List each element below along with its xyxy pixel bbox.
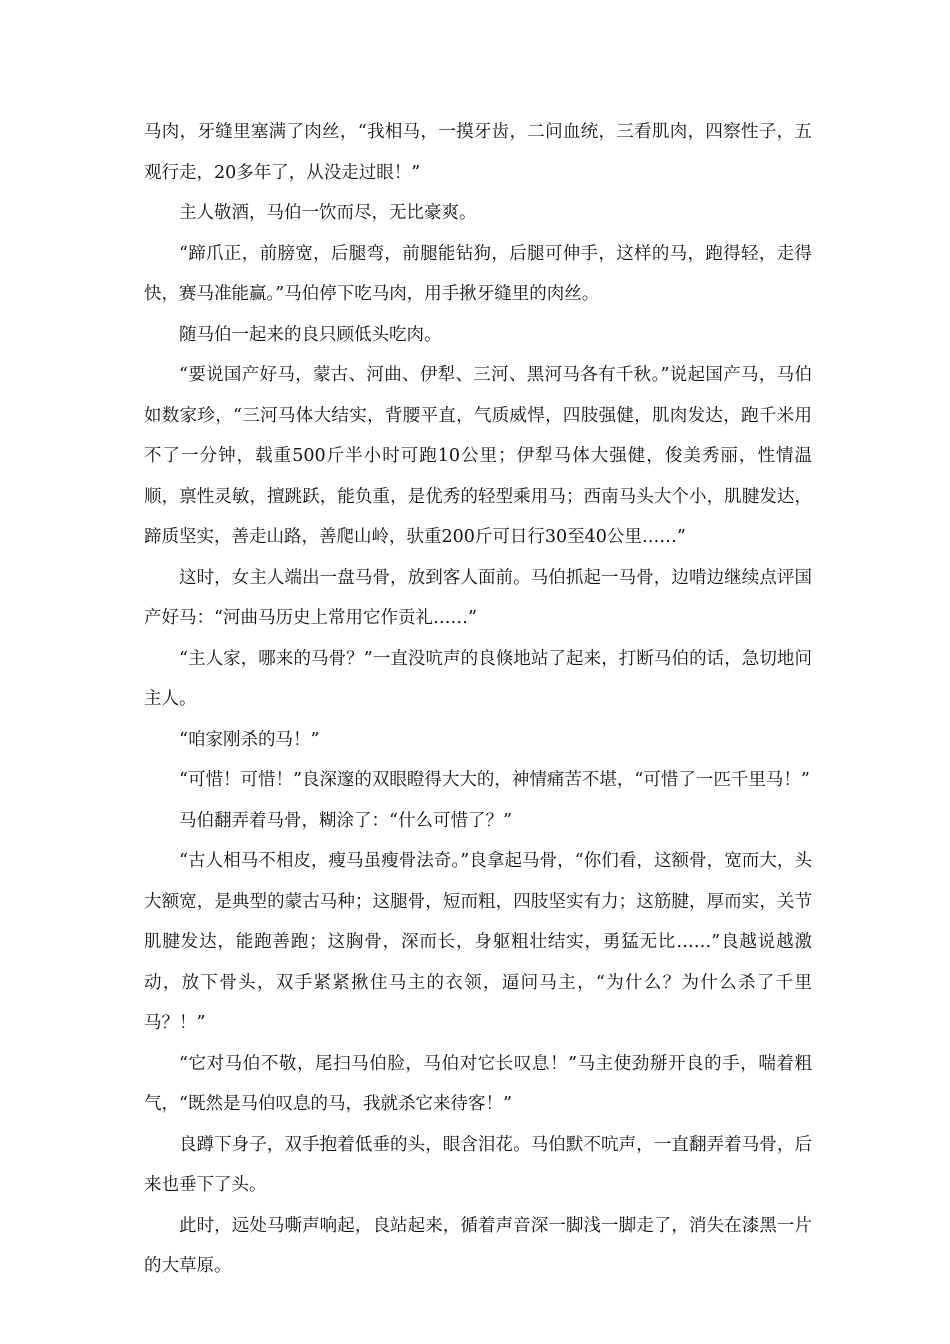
paragraph-3: “蹄爪正，前膀宽，后腿弯，前腿能钻狗，后腿可伸手，这样的马，跑得轻，走得快，赛马准能赢。”马伯停下吃马肉，用手揪牙缝里的肉丝。	[144, 243, 812, 304]
paragraph-12: “它对马伯不敬，尾扫马伯脸，马伯对它长叹息！”马主使劲掰开良的手，喘着粗气，“既然是马伯叹息的马，我就杀它来待客！”	[144, 1053, 812, 1114]
paragraph-7: “主人家，哪来的马骨？”一直没吭声的良倏地站了起来，打断马伯的话，急切地问主人。	[144, 648, 812, 709]
paragraph-5: “要说国产好马，蒙古、河曲、伊犁、三河、黑河马各有千秋。”说起国产马，马伯如数家珍，“三河马体大结实，背腰平直，气质威悍，四肢强健，肌肉发达，跑千米用不了一分钟，载重500斤半小时可跑10公里；伊犁马体大强健，俊美秀丽，性情温顺，禀性灵敏，擅跳跃，能负重，是优秀的轻型乘用马；西南马头大个小，肌腱发达，蹄质坚实，善走山路，善爬山岭，驮重200斤可日行30至40公里……”	[144, 365, 812, 547]
paragraph-13: 良蹲下身子，双手抱着低垂的头，眼含泪花。马伯默不吭声，一直翻弄着马骨，后来也垂下了头。	[144, 1134, 812, 1195]
paragraph-8: “咱家刚杀的马！”	[179, 729, 320, 750]
paragraph-14: 此时，远处马嘶声响起，良站起来，循着声音深一脚浅一脚走了，消失在漆黑一片的大草原。	[144, 1215, 812, 1276]
paragraph-6: 这时，女主人端出一盘马骨，放到客人面前。马伯抓起一马骨，边啃边继续点评国产好马：“河曲马历史上常用它作贡礼……”	[144, 567, 812, 628]
paragraph-1: 马肉，牙缝里塞满了肉丝，“我相马，一摸牙齿，二问血统，三看肌肉，四察性子，五观行走，20多年了，从没走过眼！”	[144, 122, 812, 183]
paragraph-11: “古人相马不相皮，瘦马虽瘦骨法奇。”良拿起马骨，“你们看，这额骨，宽而大，头大额宽，是典型的蒙古马种；这腿骨，短而粗，四肢坚实有力；这筋腱，厚而实，关节肌腱发达，能跑善跑；这胸骨，深而长，身躯粗壮结实，勇猛无比……”良越说越激动，放下骨头，双手紧紧揪住马主的衣领，逼问马主，“为什么？为什么杀了千里马？！”	[144, 851, 812, 1033]
paragraph-4: 随马伯一起来的良只顾低头吃肉。	[179, 324, 442, 345]
paragraph-9: “可惜！可惜！”良深邃的双眼瞪得大大的，神情痛苦不堪，“可惜了一匹千里马！”	[179, 770, 810, 790]
paragraph-2: 主人敬酒，马伯一饮而尽，无比豪爽。	[179, 203, 477, 223]
paragraph-10: 马伯翻弄着马骨，糊涂了：“什么可惜了？”	[179, 810, 512, 831]
document-page	[144, 112, 812, 1287]
